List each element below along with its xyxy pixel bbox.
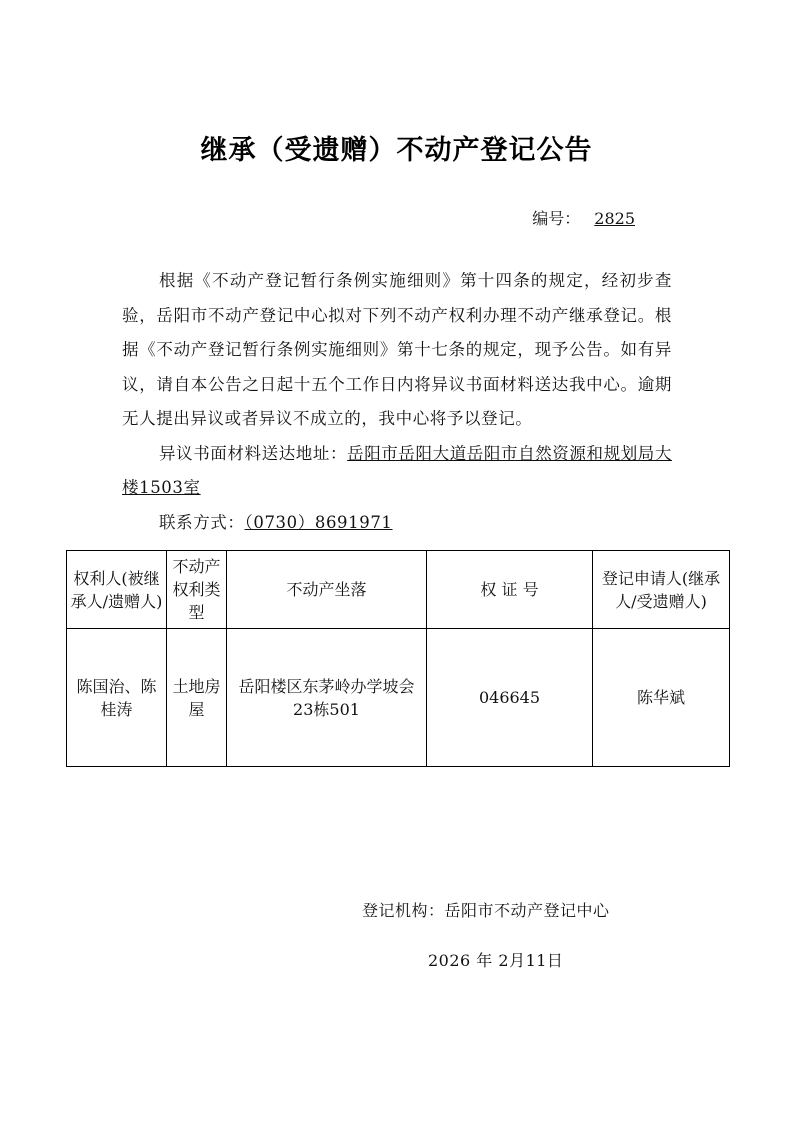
header-applicant: 登记申请人(继承人/受遗赠人) — [593, 551, 730, 629]
notice-title: 继承（受遗赠）不动产登记公告 — [200, 135, 593, 166]
contact-info — [122, 506, 672, 541]
cell-right-type: 土地房屋 — [167, 629, 227, 767]
document-number — [532, 206, 635, 229]
header-right-holder: 权利人(被继承人/遗赠人) — [67, 551, 167, 629]
notice-body — [122, 264, 672, 540]
cell-applicant: 陈华斌 — [593, 629, 730, 767]
cell-certificate-number: 046645 — [427, 629, 593, 767]
document-number-label: 编号： — [532, 209, 581, 228]
document-number-value: 2825 — [594, 209, 635, 228]
cell-right-holder: 陈国治、陈桂涛 — [67, 629, 167, 767]
registration-agency — [362, 898, 610, 921]
header-right-type: 不动产权利类型 — [167, 551, 227, 629]
header-certificate-number: 权 证 号 — [427, 551, 593, 629]
contact-label: 联系方式： — [159, 512, 245, 532]
notice-date: 2026 年 2月11日 — [428, 951, 564, 970]
agency-value: 岳阳市不动产登记中心 — [444, 901, 610, 920]
header-location: 不动产坐落 — [227, 551, 427, 629]
objection-address-label: 异议书面材料送达地址： — [159, 443, 348, 463]
table-header-row — [67, 551, 730, 629]
notice-paragraph: 根据《不动产登记暂行条例实施细则》第十四条的规定，经初步查验，岳阳市不动产登记中心拟对下列不动产权利办理不动产继承登记。根据《不动产登记暂行条例实施细则》第十七条的规定，现予公告。如有异议，请自本公告之日起十五个工作日内将异议书面材料送达我中心。逾期无人提出异议或者异议不成立的，我中心将予以登记。 — [122, 271, 672, 428]
objection-address-value: 岳阳市岳阳大道岳阳市自然资源和规划局大楼1503室 — [122, 443, 673, 497]
agency-label: 登记机构： — [362, 901, 445, 920]
cell-location: 岳阳楼区东茅岭办学坡会23栋501 — [227, 629, 427, 767]
contact-value: （0730）8691971 — [244, 512, 393, 532]
table-row — [67, 629, 730, 767]
property-table — [66, 550, 730, 767]
objection-address — [122, 437, 672, 506]
